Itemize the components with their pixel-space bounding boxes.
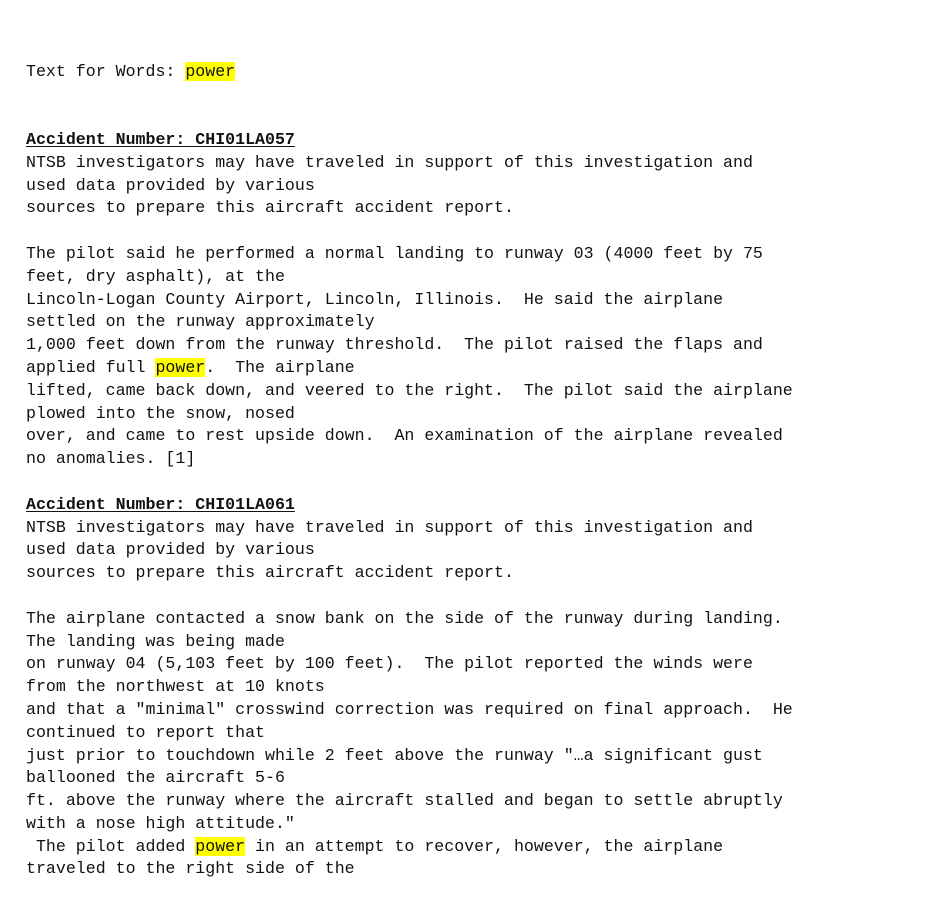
search-header-label: Text for Words: bbox=[26, 61, 186, 81]
disclaimer-line: used data provided by various bbox=[26, 540, 315, 560]
narrative-line: from the northwest at 10 knots bbox=[26, 677, 325, 697]
narrative-line: continued to report that bbox=[26, 722, 265, 742]
narrative-line: over, and came to rest upside down. An examination of the airplane revealed bbox=[26, 426, 783, 446]
disclaimer-line: NTSB investigators may have traveled in support of this investigation and bbox=[26, 152, 753, 172]
narrative-line: no anomalies. [1] bbox=[26, 449, 196, 469]
record-separator bbox=[26, 471, 921, 494]
narrative-text: . The airplane bbox=[205, 357, 355, 377]
narrative-line: lifted, came back down, and veered to the right. The pilot said the airplane bbox=[26, 380, 793, 400]
search-term-highlight: power bbox=[185, 61, 236, 81]
narrative-line-with-match bbox=[26, 836, 921, 859]
narrative-line: feet, dry asphalt), at the bbox=[26, 266, 285, 286]
disclaimer-line: sources to prepare this aircraft accident report. bbox=[26, 198, 514, 218]
document-view bbox=[26, 15, 921, 904]
disclaimer-line: sources to prepare this aircraft accident report. bbox=[26, 563, 514, 583]
accident-number-heading: Accident Number: CHI01LA057 bbox=[26, 129, 295, 149]
narrative-line: and that a "minimal" crosswind correction was required on final approach. He bbox=[26, 699, 793, 719]
accident-record bbox=[26, 471, 921, 881]
narrative-line: ft. above the runway where the aircraft stalled and began to settle abruptly bbox=[26, 791, 783, 811]
records-container bbox=[26, 129, 921, 881]
narrative-line: on runway 04 (5,103 feet by 100 feet). The pilot reported the winds were bbox=[26, 654, 753, 674]
disclaimer-line: used data provided by various bbox=[26, 175, 315, 195]
narrative-line: settled on the runway approximately bbox=[26, 312, 375, 332]
accident-number-heading: Accident Number: CHI01LA061 bbox=[26, 494, 295, 514]
narrative-line: ballooned the aircraft 5-6 bbox=[26, 768, 285, 788]
search-match-highlight: power bbox=[155, 357, 206, 377]
paragraph-gap bbox=[26, 585, 921, 608]
narrative-line: with a nose high attitude." bbox=[26, 813, 295, 833]
accident-number-row bbox=[26, 494, 921, 517]
search-match-highlight: power bbox=[195, 836, 246, 856]
narrative-line: The landing was being made bbox=[26, 631, 285, 651]
narrative-line: The airplane contacted a snow bank on the side of the runway during landing. bbox=[26, 608, 783, 628]
narrative-text: The pilot added bbox=[26, 836, 196, 856]
narrative-line-with-match bbox=[26, 357, 921, 380]
paragraph-gap bbox=[26, 220, 921, 243]
narrative-line: The pilot said he performed a normal landing to runway 03 (4000 feet by 75 bbox=[26, 243, 763, 263]
narrative-text: applied full bbox=[26, 357, 156, 377]
narrative-line: just prior to touchdown while 2 feet above the runway "…a significant gust bbox=[26, 745, 763, 765]
search-header bbox=[26, 61, 921, 84]
narrative-text: in an attempt to recover, however, the airplane bbox=[245, 836, 724, 856]
disclaimer-line: NTSB investigators may have traveled in support of this investigation and bbox=[26, 517, 753, 537]
accident-record bbox=[26, 129, 921, 471]
accident-number-row bbox=[26, 129, 921, 152]
narrative-line: plowed into the snow, nosed bbox=[26, 403, 295, 423]
narrative-line: Lincoln-Logan County Airport, Lincoln, Illinois. He said the airplane bbox=[26, 289, 724, 309]
narrative-line: 1,000 feet down from the runway threshold. The pilot raised the flaps and bbox=[26, 335, 763, 355]
narrative-line: traveled to the right side of the bbox=[26, 859, 355, 879]
